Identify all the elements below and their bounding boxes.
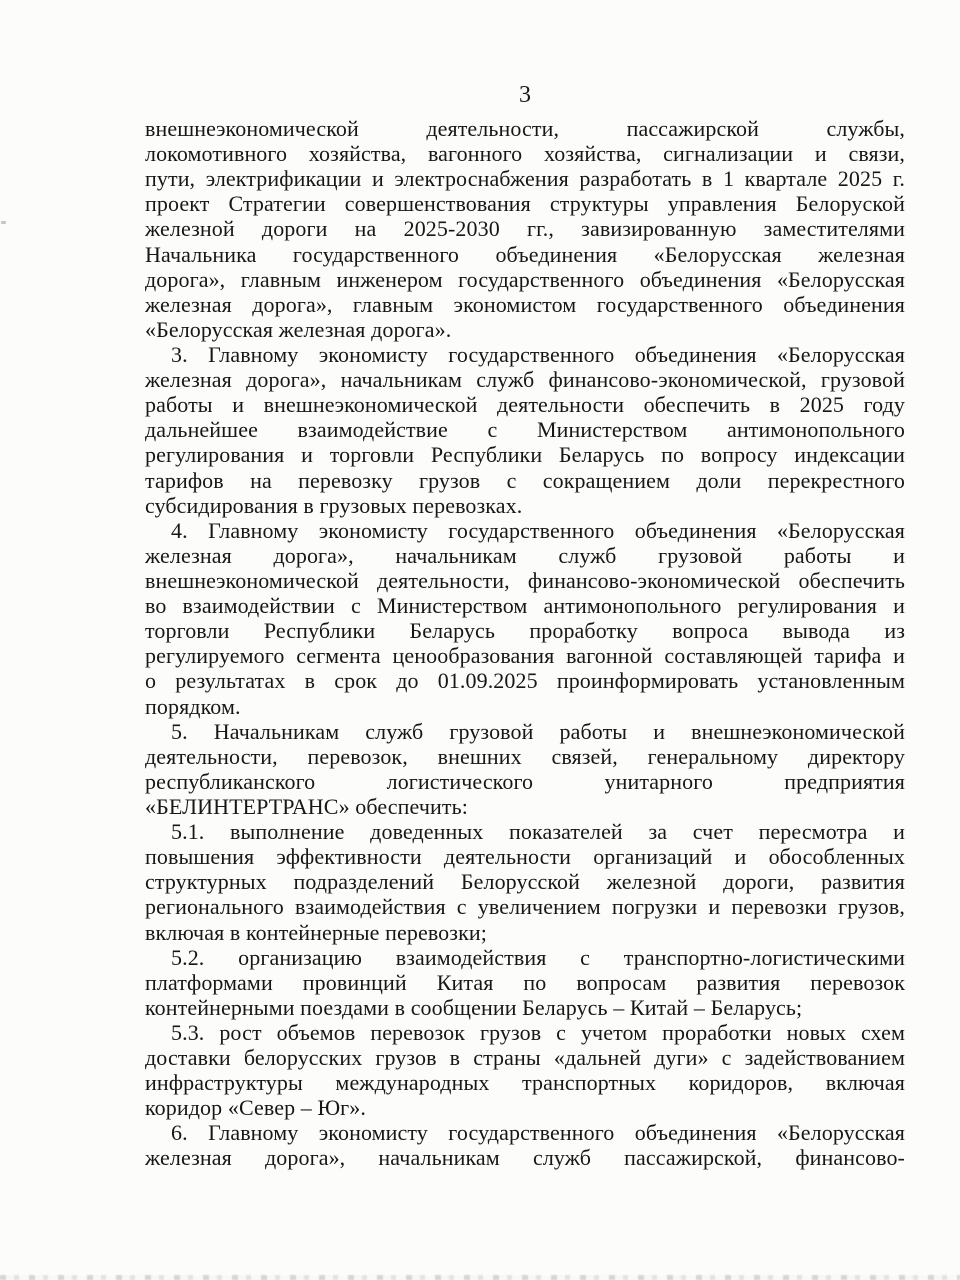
text-line: железной дороги на 2025-2030 гг., завизированную заместителями	[145, 216, 905, 242]
text-line: инфраструктуры международных транспортных коридоров, включая	[145, 1070, 905, 1096]
text-line: во взаимодействии с Министерством антимонопольного регулирования и	[145, 593, 905, 619]
text-line: 3. Главному экономисту государственного объединения «Белорусская	[171, 341, 905, 367]
text-line: пути, электрификации и электроснабжения разработать в 1 квартале 2025 г.	[145, 166, 905, 192]
text-line: 6. Главному экономисту государственного объединения «Белорусская	[171, 1120, 905, 1146]
text-line: работы и внешнеэкономической деятельности обеспечить в 2025 году	[145, 392, 905, 418]
text-line: 4. Главному экономисту государственного объединения «Белорусская	[171, 517, 905, 543]
text-line: доставки белорусских грузов в страны «дальней дуги» с задействованием	[145, 1045, 905, 1071]
text-line: «БЕЛИНТЕРТРАНС» обеспечить:	[145, 793, 468, 819]
text-line: структурных подразделений Белорусской железной дороги, развития	[145, 869, 905, 895]
text-line: «Белорусская железная дорога».	[145, 316, 452, 342]
page-number: 3	[519, 82, 531, 108]
text-line: субсидирования в грузовых перевозках.	[145, 492, 523, 518]
text-line: проект Стратегии совершенствования структуры управления Белоруской	[145, 191, 905, 217]
text-line: 5. Начальникам служб грузовой работы и внешнеэкономической	[171, 718, 905, 744]
text-line: коридор «Север – Юг».	[145, 1095, 367, 1121]
text-line: внешнеэкономической деятельности, пассажирской службы,	[145, 116, 905, 141]
text-line: 5.3. рост объемов перевозок грузов с учетом проработки новых схем	[171, 1019, 905, 1045]
text-line: внешнеэкономической деятельности, финансово-экономической обеспечить	[145, 567, 905, 593]
text-line: дальнейшее взаимодействие с Министерством антимонопольного	[145, 417, 905, 443]
text-line: регулирования и торговли Республики Беларусь по вопросу индексации	[145, 442, 905, 468]
text-line: тарифов на перевозку грузов с сокращением доли перекрестного	[145, 467, 905, 493]
text-line: локомотивного хозяйства, вагонного хозяйства, сигнализации и связи,	[145, 141, 905, 167]
text-line: включая в контейнерные перевозки;	[145, 919, 487, 945]
text-line: железная дорога», начальникам служб пассажирской, финансово-	[145, 1145, 905, 1171]
text-line: платформами провинций Китая по вопросам развития перевозок	[145, 969, 905, 995]
text-line: железная дорога», главным экономистом государственного объединения	[145, 291, 905, 317]
document-body	[145, 116, 905, 1171]
text-line: торговли Республики Беларусь проработку вопроса вывода из	[145, 618, 905, 644]
text-line: 5.2. организацию взаимодействия с транспортно-логистическими	[171, 944, 905, 970]
text-line: Начальника государственного объединения «Белорусская железная	[145, 241, 905, 267]
text-line: регулируемого сегмента ценообразования вагонной составляющей тарифа и	[145, 643, 905, 669]
text-line: повышения эффективности деятельности организаций и обособленных	[145, 844, 905, 870]
text-line: регионального взаимодействия с увеличением погрузки и перевозки грузов,	[145, 894, 905, 920]
text-line: железная дорога», начальникам служб финансово-экономической, грузовой	[145, 367, 905, 393]
text-line: республиканского логистического унитарного предприятия	[145, 768, 905, 794]
text-line: порядком.	[145, 693, 241, 719]
scan-speck-artifact	[1, 221, 6, 224]
scan-bottom-edge-artifact	[0, 1275, 960, 1280]
text-line: 5.1. выполнение доведенных показателей за счет пересмотра и	[171, 819, 905, 845]
text-line: контейнерными поездами в сообщении Беларусь – Китай – Беларусь;	[145, 994, 803, 1020]
text-line: о результатах в срок до 01.09.2025 проинформировать установленным	[145, 668, 905, 694]
text-line: деятельности, перевозок, внешних связей, генеральному директору	[145, 743, 905, 769]
text-line: дорога», главным инженером государственного объединения «Белорусская	[145, 266, 905, 292]
text-line: железная дорога», начальникам служб грузовой работы и	[145, 542, 905, 568]
